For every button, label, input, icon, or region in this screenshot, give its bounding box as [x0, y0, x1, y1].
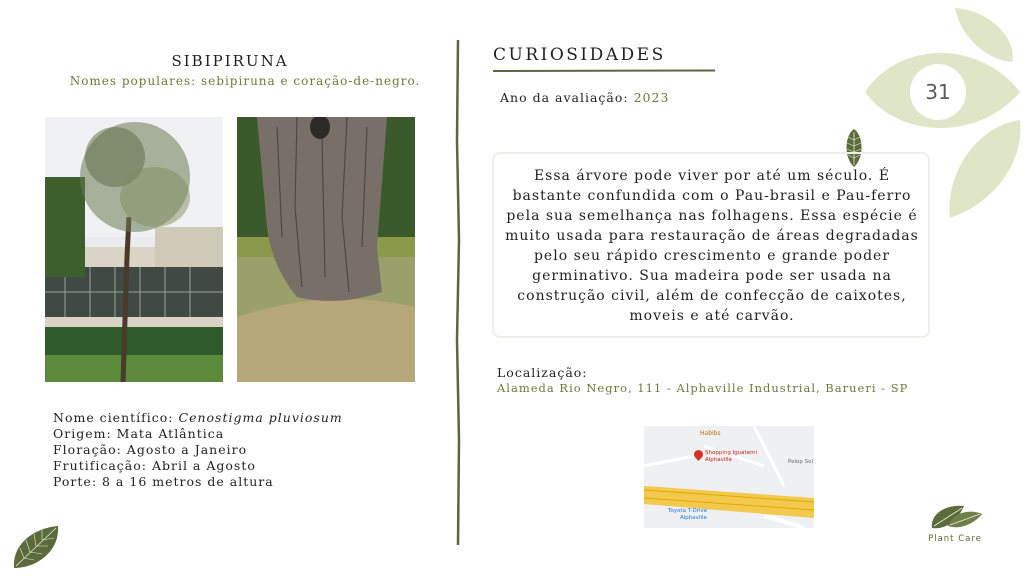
page-title: SIBIPIRUNA [171, 52, 289, 70]
year-value: 2023 [633, 90, 670, 105]
decorative-leaf-bottom-left [10, 522, 62, 570]
map-poi-toyota-sub: Alphaville [680, 515, 707, 521]
map-poi-shopping-sub: Alphaville [705, 457, 732, 463]
trunk-photo [237, 117, 415, 382]
evaluation-year [500, 90, 669, 105]
map-poi-pelop: Pelop Sol [788, 459, 814, 465]
plant-care-logo [928, 502, 984, 532]
popular-names: Nomes populares: sebipiruna e coração-de-negro. [69, 74, 421, 88]
page-number: 31 [910, 64, 966, 120]
curiosities-text: Essa árvore pode viver por até um século. É bastante confundida com o Pau-brasil e Pau-ferro pela sua semelhança nas folhagens. Essa espécie é muito usada para restauração de áreas degradadas pelo seu rápido crescimento e grande poder germinativo. Sua madeira pode ser usada na construção civil, além de confecção de caixotes, moveis e até carvão. [505, 168, 919, 324]
size-line: Porte: 8 a 16 metros de altura [53, 474, 274, 489]
scientific-name-label: Nome científico: [53, 410, 174, 425]
heading-underline [493, 68, 715, 74]
year-label: Ano da avaliação: [500, 90, 629, 105]
map-poi-shopping: Shopping Iguatemi [705, 450, 757, 456]
vertical-divider [448, 40, 468, 545]
location-address: Alameda Rio Negro, 111 - Alphaville Industrial, Barueri - SP [497, 381, 909, 395]
fruiting-line: Frutificação: Abril a Agosto [53, 458, 256, 473]
brand-name: Plant Care [928, 534, 982, 544]
location-map[interactable] [644, 426, 814, 528]
tree-photo [45, 117, 223, 382]
scientific-name-value: Cenostigma pluviosum [178, 410, 343, 425]
curiosities-heading: CURIOSIDADES [493, 45, 666, 65]
map-poi-toyota: Toyota T-Drive [668, 508, 708, 514]
scientific-name-line [53, 410, 343, 426]
flowering-line: Floração: Agosto a Janeiro [53, 442, 248, 457]
location-label: Localização: [497, 365, 588, 380]
origin-line: Origem: Mata Atlântica [53, 426, 225, 441]
map-poi-habibs: Habibs [700, 430, 721, 437]
species-facts [53, 410, 343, 490]
